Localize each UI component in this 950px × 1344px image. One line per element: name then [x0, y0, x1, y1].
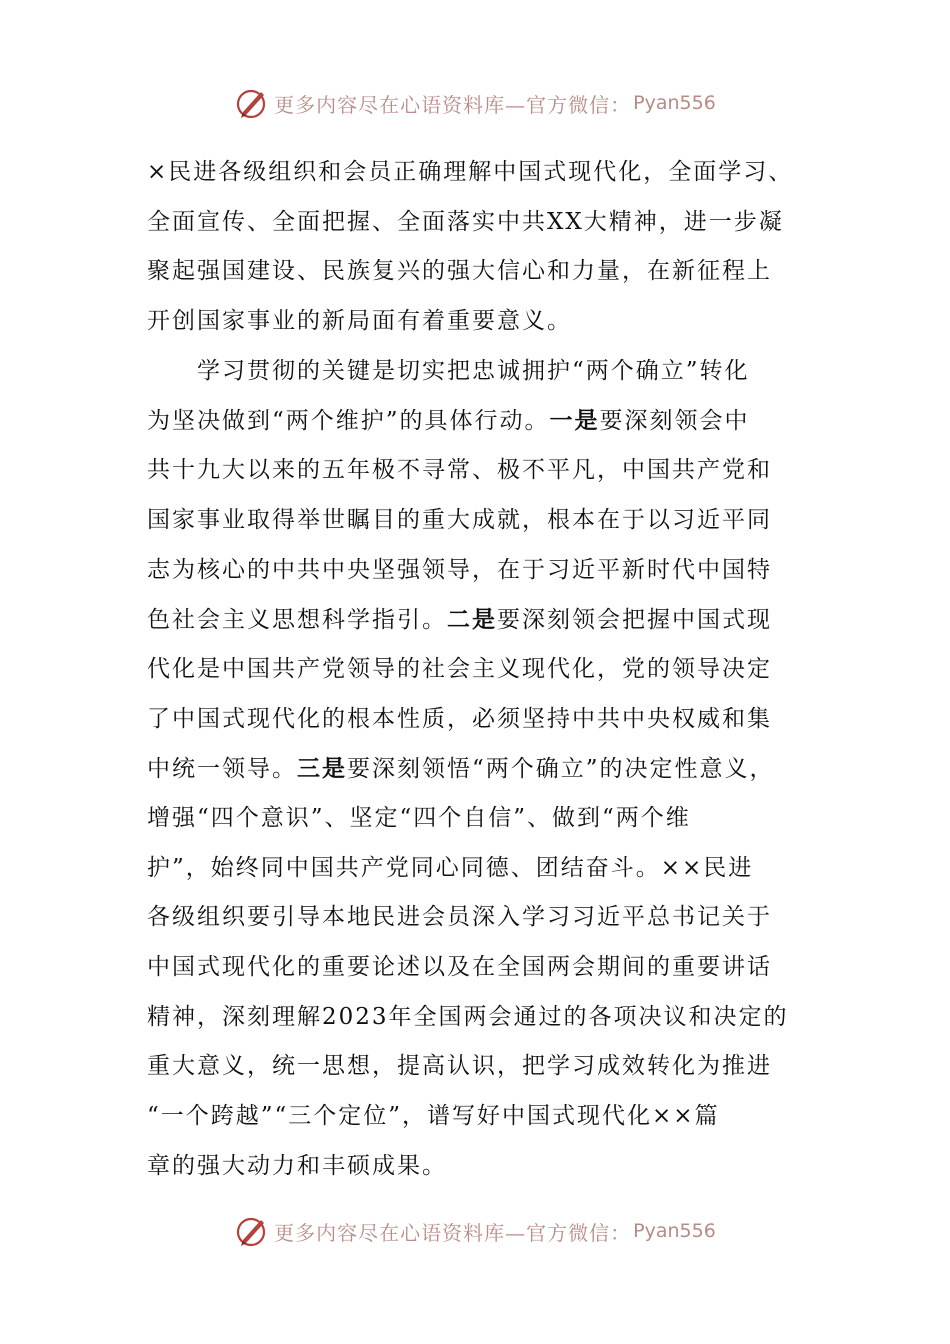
text-segment: 中国式现代化的重要论述以及在全国两会期间的重要讲话	[147, 954, 772, 980]
text-segment: 要深刻领会中	[599, 408, 750, 435]
text-segment: 为坚决做到“两个维护”的具体行动。	[147, 408, 550, 435]
text-segment: 学习贯彻的关键是切实把忠诚拥护“两个确立”转化	[197, 357, 750, 384]
text-segment: 开创国家事业的新局面有着重要意义。	[147, 308, 572, 335]
document-body	[147, 148, 807, 1191]
text-segment: 国家事业取得举世瞩目的重大成就，根本在于以习近平同	[147, 506, 772, 533]
text-segment: 代化是中国共产党领导的社会主义现代化，党的领导决定	[147, 655, 772, 682]
text-segment: 中统一领导。	[147, 756, 297, 783]
pen-logo-icon	[234, 1213, 270, 1249]
text-line	[147, 1092, 807, 1142]
text-line	[147, 198, 807, 248]
text-segment: 各级组织要引导本地民进会员深入学习习近平总书记关于	[147, 904, 772, 931]
text-line	[147, 1042, 807, 1092]
text-line	[147, 794, 807, 844]
text-segment: 精神，深刻理解2023年全国两会通过的各项决议和决定的	[147, 1003, 789, 1030]
text-segment: 护”，始终同中国共产党同心同德、团结奋斗。××民进	[147, 854, 754, 881]
text-line	[147, 744, 807, 794]
text-line	[147, 645, 807, 695]
bold-marker: 一是	[549, 407, 600, 435]
footer-watermark	[0, 1211, 950, 1251]
watermark-text: 更多内容尽在心语资料库—官方微信：	[274, 92, 632, 117]
text-line	[147, 546, 807, 596]
text-segment: ×民进各级组织和会员正确理解中国式现代化，全面学习、	[147, 159, 794, 185]
text-line	[147, 297, 807, 347]
text-line	[147, 347, 807, 397]
bold-marker: 三是	[297, 755, 347, 783]
text-line	[147, 496, 807, 546]
text-segment: 志为核心的中共中央坚强领导，在于习近平新时代中国特	[147, 556, 772, 583]
watermark-text: 更多内容尽在心语资料库—官方微信：	[274, 1220, 632, 1245]
text-segment: 全面宣传、全面把握、全面落实中共XX大精神，进一步凝	[147, 208, 784, 235]
text-line	[147, 943, 807, 993]
text-segment: 了中国式现代化的根本性质，必须坚持中共中央权威和集	[147, 705, 772, 732]
text-segment: 聚起强国建设、民族复兴的强大信心和力量，在新征程上	[147, 258, 772, 285]
text-segment: 共十九大以来的五年极不寻常、极不平凡，中国共产党和	[147, 457, 772, 484]
text-line	[147, 1142, 807, 1192]
text-segment: 章的强大动力和丰硕成果。	[147, 1152, 447, 1179]
text-line	[147, 844, 807, 894]
text-segment: 重大意义，统一思想，提高认识，把学习成效转化为推进	[147, 1053, 772, 1080]
text-line	[147, 148, 807, 198]
text-line	[147, 893, 807, 943]
watermark-wechat-id: Pyan556	[633, 1220, 716, 1242]
text-line	[147, 695, 807, 745]
watermark-wechat-id: Pyan556	[633, 92, 716, 114]
text-segment: 要深刻领会把握中国式现	[497, 607, 772, 634]
text-line	[147, 396, 807, 446]
text-line	[147, 446, 807, 496]
text-line	[147, 993, 807, 1043]
pen-logo-icon	[234, 85, 270, 121]
text-line	[147, 247, 807, 297]
text-segment: 增强“四个意识”、坚定“四个自信”、做到“两个维	[147, 804, 691, 831]
bold-marker: 二是	[447, 606, 497, 634]
text-segment: “一个跨越”“三个定位”，谱写好中国式现代化××篇	[147, 1103, 720, 1130]
text-segment: 色社会主义思想科学指引。	[147, 607, 447, 634]
header-watermark	[0, 83, 950, 123]
text-segment: 要深刻领悟“两个确立”的决定性意义，	[347, 756, 775, 783]
text-line	[147, 595, 807, 645]
